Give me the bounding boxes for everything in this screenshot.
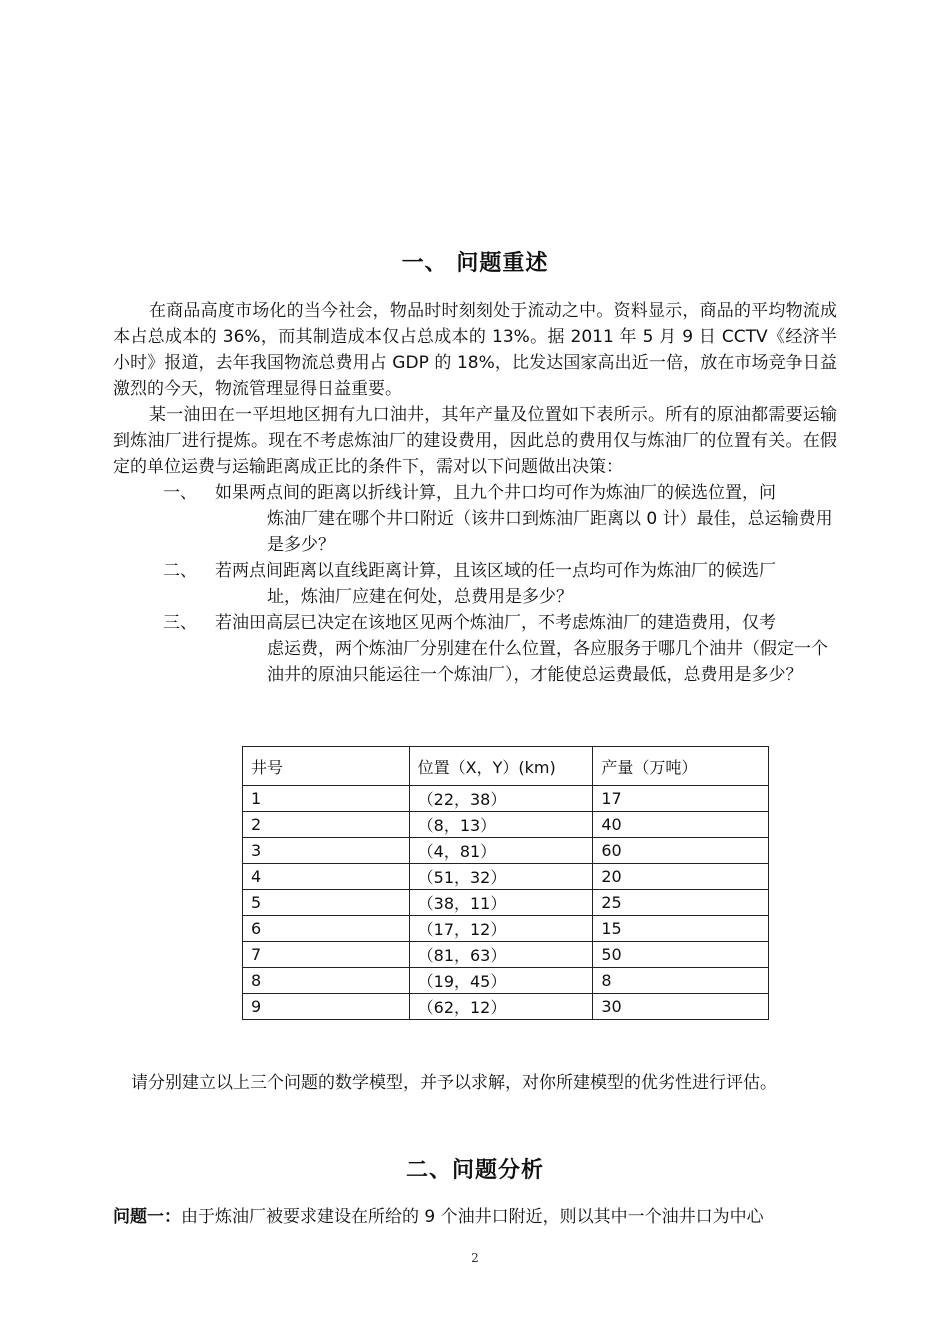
- intro-paragraph: 在商品高度市场化的当今社会，物品时时刻刻处于流动之中。资料显示，商品的平均物流成本占总成本的 36%，而其制造成本仅占总成本的 13%。据 2011 年 5 月 9 日 CCTV《经济半小时》报道，去年我国物流总费用占 GDP 的 18%，比发达国家高出近一倍，放在市场竞争日益激烈的今天，物流管理显得日益重要。: [113, 301, 837, 399]
- table-row: [243, 994, 769, 1020]
- table-row: [243, 864, 769, 890]
- table-row: [243, 968, 769, 994]
- table-row: [243, 916, 769, 942]
- analysis-paragraph: [113, 1204, 837, 1230]
- question-number: 三、: [163, 613, 197, 633]
- question-text-rest: 炼油厂建在哪个井口附近（该井口到炼油厂距离以 0 计）最佳，总运输费用是多少？: [267, 509, 833, 555]
- question-item-2: [163, 558, 837, 610]
- table-row: [243, 942, 769, 968]
- analysis-text: 由于炼油厂被要求建设在所给的 9 个油井口附近，则以其中一个油井口为中心: [181, 1207, 764, 1227]
- cell-well: 5: [243, 890, 410, 916]
- table-row: [243, 890, 769, 916]
- table-row: [243, 786, 769, 812]
- closing-instruction: 请分别建立以上三个问题的数学模型，并予以求解，对你所建模型的优劣性进行评估。: [131, 1073, 777, 1093]
- wells-table: [242, 746, 769, 1020]
- cell-position: （38，11）: [409, 890, 593, 916]
- section-2-title: 二、问题分析: [405, 1158, 544, 1183]
- cell-output: 50: [593, 942, 769, 968]
- cell-well: 8: [243, 968, 410, 994]
- cell-position: （17，12）: [409, 916, 593, 942]
- cell-position: （51，32）: [409, 864, 593, 890]
- header-position: 位置（X，Y）(km): [409, 747, 593, 786]
- cell-position: （8，13）: [409, 812, 593, 838]
- cell-position: （22，38）: [409, 786, 593, 812]
- cell-output: 25: [593, 890, 769, 916]
- cell-well: 7: [243, 942, 410, 968]
- question-text-first: 若两点间距离以直线距离计算，且该区域的任一点均可作为炼油厂的候选厂: [215, 561, 776, 581]
- cell-output: 15: [593, 916, 769, 942]
- page-number: 2: [471, 1251, 479, 1265]
- cell-output: 30: [593, 994, 769, 1020]
- cell-position: （19，45）: [409, 968, 593, 994]
- cell-well: 3: [243, 838, 410, 864]
- question-item-1: [163, 480, 837, 558]
- question-text-rest: 址，炼油厂应建在何处，总费用是多少？: [267, 587, 573, 607]
- question-text-rest: 虑运费，两个炼油厂分别建在什么位置，各应服务于哪几个油井（假定一个油井的原油只能运往一个炼油厂），才能使总运费最低，总费用是多少？: [267, 639, 828, 685]
- cell-well: 1: [243, 786, 410, 812]
- problem-paragraph: 某一油田在一平坦地区拥有九口油井，其年产量及位置如下表所示。所有的原油都需要运输到炼油厂进行提炼。现在不考虑炼油厂的建设费用，因此总的费用仅与炼油厂的位置有关。在假定的单位运费与运输距离成正比的条件下，需对以下问题做出决策：: [113, 405, 837, 477]
- question-item-3: [163, 610, 837, 688]
- table-header-row: [243, 747, 769, 786]
- table-row: [243, 812, 769, 838]
- header-output: 产量（万吨）: [593, 747, 769, 786]
- cell-output: 20: [593, 864, 769, 890]
- cell-output: 8: [593, 968, 769, 994]
- cell-output: 60: [593, 838, 769, 864]
- cell-output: 17: [593, 786, 769, 812]
- header-well-number: 井号: [243, 747, 410, 786]
- cell-well: 4: [243, 864, 410, 890]
- question-text-first: 若油田高层已决定在该地区见两个炼油厂，不考虑炼油厂的建造费用，仅考: [215, 613, 776, 633]
- cell-well: 9: [243, 994, 410, 1020]
- cell-position: （62，12）: [409, 994, 593, 1020]
- section-1-title: 一、 问题重述: [401, 251, 549, 276]
- table-row: [243, 838, 769, 864]
- question-number: 二、: [163, 561, 197, 581]
- cell-output: 40: [593, 812, 769, 838]
- question-text-first: 如果两点间的距离以折线计算，且九个井口均可作为炼油厂的候选位置，问: [215, 483, 776, 503]
- cell-position: （81，63）: [409, 942, 593, 968]
- cell-well: 6: [243, 916, 410, 942]
- analysis-lead: 问题一：: [113, 1207, 181, 1227]
- cell-position: （4，81）: [409, 838, 593, 864]
- question-number: 一、: [163, 483, 197, 503]
- cell-well: 2: [243, 812, 410, 838]
